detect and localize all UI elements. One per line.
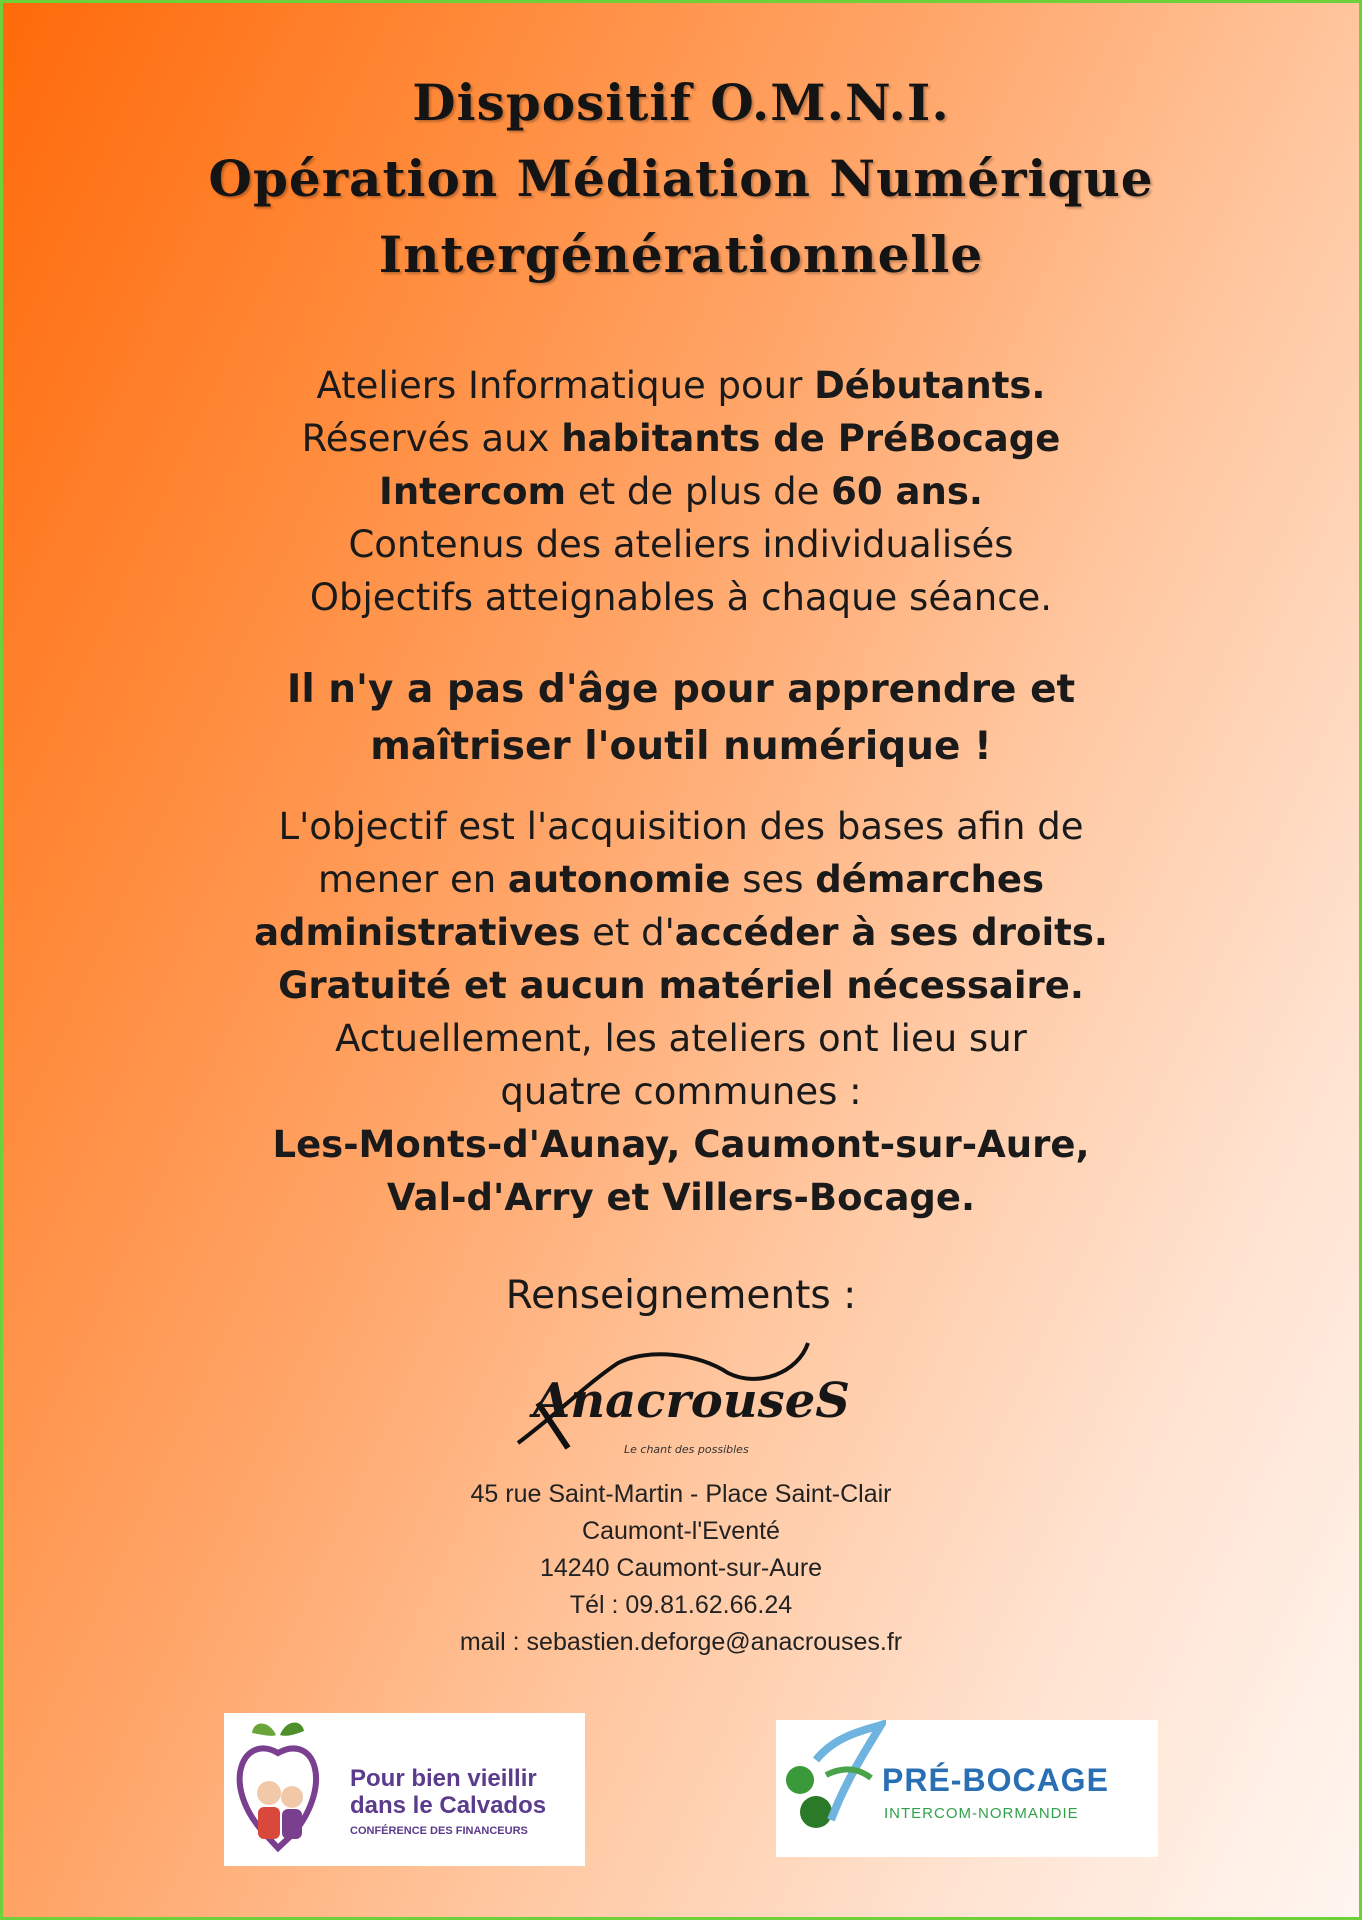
slogan-line-2: maîtriser l'outil numérique ! (370, 724, 992, 769)
intro-line-2: Réservés aux habitants de PréBocage (301, 417, 1061, 460)
prebocage-partner-logo (776, 1720, 1158, 1857)
objective-line-4: Gratuité et aucun matériel nécessaire. (278, 964, 1084, 1007)
slogan-line-1: Il n'y a pas d'âge pour apprendre et (286, 667, 1076, 712)
apple-heart-icon (224, 1713, 354, 1866)
info-heading: Renseignements : (505, 1273, 857, 1318)
objective-line-8: Val-d'Arry et Villers-Bocage. (386, 1176, 976, 1219)
anacrouses-logo (498, 1333, 850, 1473)
calvados-subtitle: CONFÉRENCE DES FINANCEURS (350, 1825, 528, 1837)
objective-line-5: Actuellement, les ateliers ont lieu sur (335, 1017, 1027, 1060)
intro-line-3: Intercom et de plus de 60 ans. (379, 470, 983, 513)
prebocage-name: PRÉ-BOCAGE (882, 1762, 1109, 1798)
contact-phone: Tél : 09.81.62.66.24 (569, 1591, 793, 1619)
contact-mail: mail : sebastien.deforge@anacrouses.fr (459, 1628, 903, 1656)
intro-line-1: Ateliers Informatique pour Débutants. (316, 364, 1046, 407)
title-line-3: Intergénérationnelle (378, 225, 984, 284)
contact-city: 14240 Caumont-sur-Aure (539, 1554, 823, 1582)
anacrouses-tagline: Le chant des possibles (624, 1443, 749, 1456)
anacrouses-wordmark: AnacrouseS (533, 1373, 850, 1429)
contact-address: 45 rue Saint-Martin - Place Saint-Clair (470, 1480, 892, 1508)
objective-line-6: quatre communes : (500, 1070, 862, 1113)
title-line-2: Opération Médiation Numérique (208, 149, 1154, 208)
objective-paragraph (3, 800, 1359, 1224)
intro-paragraph (3, 359, 1359, 624)
objective-line-1: L'objectif est l'acquisition des bases afin de (278, 805, 1084, 848)
contact-block (3, 1476, 1359, 1661)
objective-line-2: mener en autonomie ses démarches (317, 858, 1045, 901)
contact-place: Caumont-l'Eventé (582, 1517, 780, 1545)
slogan (3, 661, 1359, 775)
objective-line-7: Les-Monts-d'Aunay, Caumont-sur-Aure, (272, 1123, 1090, 1166)
prebocage-swoosh-icon (776, 1720, 886, 1857)
calvados-title: Pour bien vieillir dans le Calvados (350, 1765, 547, 1819)
prebocage-subtitle: INTERCOM-NORMANDIE (884, 1805, 1079, 1822)
intro-line-4: Contenus des ateliers individualisés (348, 523, 1014, 566)
title-block (3, 65, 1359, 293)
intro-line-5: Objectifs atteignables à chaque séance. (309, 576, 1053, 619)
objective-line-3: administratives et d'accéder à ses droits. (254, 911, 1108, 954)
calvados-partner-logo (224, 1713, 585, 1866)
title-line-1: Dispositif O.M.N.I. (412, 73, 950, 132)
